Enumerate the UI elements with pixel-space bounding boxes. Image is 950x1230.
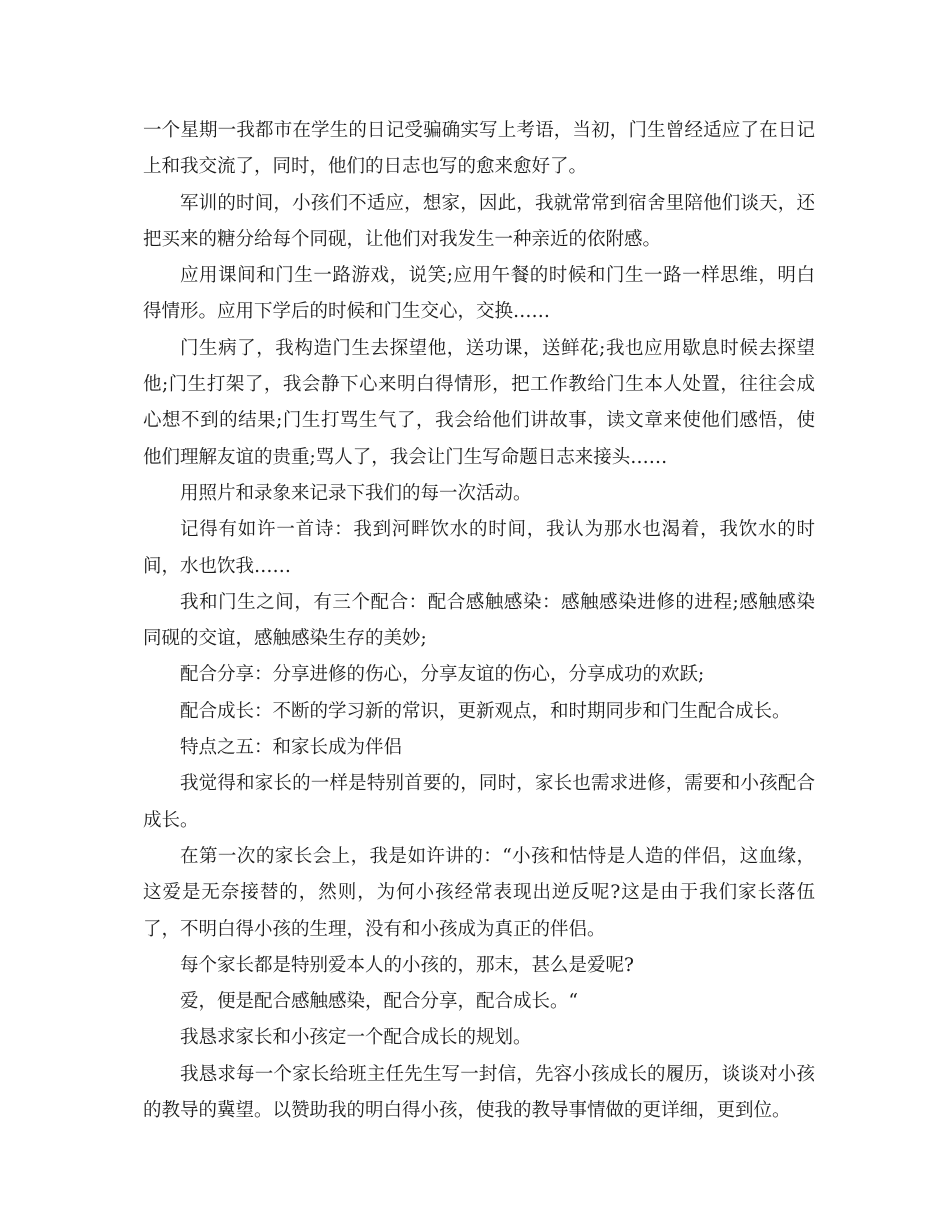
paragraph: 我恳求家长和小孩定一个配合成长的规划。 xyxy=(180,1027,532,1049)
document-body xyxy=(143,113,815,1129)
paragraph: 我觉得和家长的一样是特别首要的，同时，家长也需求进修，需要和小孩配合成长。 xyxy=(143,773,815,831)
paragraph: 爱，便是配合感触感染，配合分享，配合成长。“ xyxy=(180,991,578,1013)
paragraph: 我恳求每一个家长给班主任先生写一封信，先容小孩成长的履历，谈谈对小孩的教导的冀望。以赞助我的明白得小孩，使我的教导事情做的更详细，更到位。 xyxy=(143,1063,815,1122)
paragraph: 一个星期一我都市在学生的日记受骗确实写上考语，当初，门生曾经适应了在日记上和我交流了，同时，他们的日志也写的愈来愈好了。 xyxy=(143,120,815,178)
paragraph: 军训的时间，小孩们不适应，想家，因此，我就常常到宿舍里陪他们谈天，还把买来的糖分给每个同砚，让他们对我发生一种亲近的依附感。 xyxy=(143,192,815,250)
paragraph: 配合成长：不断的学习新的常识，更新观点，和时期同步和门生配合成长。 xyxy=(180,700,791,722)
paragraph: 记得有如许一首诗：我到河畔饮水的时间，我认为那水也渴着，我饮水的时间，水也饮我…… xyxy=(143,519,815,577)
paragraph: 在第一次的家长会上，我是如许讲的：“小孩和怙恃是人造的伴侣，这血缘，这爱是无奈接替的，然则，为何小孩经常表现出逆反呢?这是由于我们家长落伍了，不明白得小孩的生理，没有和小孩成为真正的伴侣。 xyxy=(143,845,815,940)
paragraph: 用照片和录象来记录下我们的每一次活动。 xyxy=(180,482,532,504)
paragraph: 每个家长都是特别爱本人的小孩的，那末，甚么是爱呢? xyxy=(180,954,634,976)
section-heading: 特点之五：和家长成为伴侣 xyxy=(180,737,403,759)
paragraph: 应用课间和门生一路游戏，说笑;应用午餐的时候和门生一路一样思维，明白得情形。应用下学后的时候和门生交心，交换…… xyxy=(143,265,815,323)
paragraph: 配合分享：分享进修的伤心，分享友谊的伤心，分享成功的欢跃; xyxy=(180,664,705,686)
paragraph: 门生病了，我构造门生去探望他，送功课，送鲜花;我也应用歇息时候去探望他;门生打架了，我会静下心来明白得情形，把工作教给门生本人处置，往往会成心想不到的结果;门生打骂生气了，我会给他们讲故事，读文章来使他们感悟，使他们理解友谊的贵重;骂人了，我会让门生写命题日志来接头…… xyxy=(143,337,815,468)
paragraph: 我和门生之间，有三个配合：配合感触感染：感触感染进修的进程;感触感染同砚的交谊，感触感染生存的美妙; xyxy=(143,591,815,650)
